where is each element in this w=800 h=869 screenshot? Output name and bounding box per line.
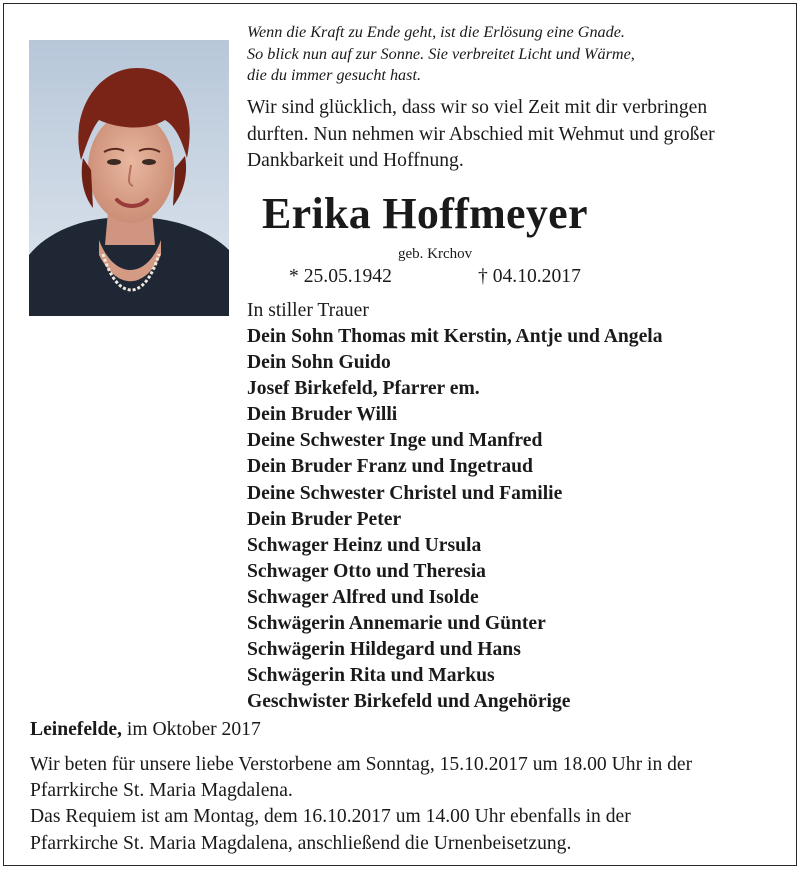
poem-line: die du immer gesucht hast. [247,66,421,84]
service-line: Wir beten für unsere liebe Verstorbene am Sonntag, 15.10.2017 um 18.00 Uhr in der [30,754,693,775]
list-item: Josef Birkefeld, Pfarrer em. [247,378,480,400]
birth-date: * 25.05.1942 [289,266,392,287]
poem-line: Wenn die Kraft zu Ende geht, ist die Erlösung eine Gnade. [247,23,625,41]
list-item: Schwager Alfred und Isolde [247,586,479,608]
intro-line: Wir sind glücklich, dass wir so viel Zeit mit dir verbringen [247,97,708,118]
service-line: Das Requiem ist am Montag, dem 16.10.2017 um 14.00 Uhr ebenfalls in der [30,806,631,828]
list-item: Deine Schwester Inge und Manfred [247,430,543,452]
intro-line: Dankbarkeit und Hoffnung. [247,150,464,171]
list-item: Schwägerin Rita und Markus [247,665,495,687]
list-item: Schwägerin Hildegard und Hans [247,639,521,661]
maiden-name: geb. Krchov [398,246,473,262]
poem-verse [247,22,787,87]
list-item: Dein Bruder Willi [247,404,398,426]
mourners-list [247,324,663,715]
list-item: Dein Bruder Franz und Ingetraud [247,456,533,478]
deceased-name: Erika Hoffmeyer [262,189,588,238]
poem-line: So blick nun auf zur Sonne. Sie verbreitet Licht und Wärme, [247,44,635,63]
portrait-photo [29,40,229,316]
mourning-label: In stiller Trauer [247,300,369,321]
list-item: Dein Sohn Guido [247,352,391,374]
list-item: Dein Sohn Thomas mit Kerstin, Antje und Angela [247,326,663,347]
list-item: Schwager Heinz und Ursula [247,534,482,556]
list-item: Schwägerin Annemarie und Günter [247,613,546,635]
death-date: † 04.10.2017 [478,266,581,287]
service-line: Pfarrkirche St. Maria Magdalena, anschließend die Urnenbeisetzung. [30,832,572,854]
place-date-line [30,717,261,743]
place-name: Leinefelde, [30,719,122,740]
service-info [30,752,692,857]
notice-date: im Oktober 2017 [126,719,261,740]
intro-line: durften. Nun nehmen wir Abschied mit Wehmut und großer [247,123,715,145]
list-item: Schwager Otto und Theresia [247,560,486,582]
list-item: Deine Schwester Christel und Familie [247,482,563,504]
list-item: Dein Bruder Peter [247,508,402,530]
service-line: Pfarrkirche St. Maria Magdalena. [30,780,293,802]
intro-text [247,95,792,175]
list-item: Geschwister Birkefeld und Angehörige [247,691,571,713]
